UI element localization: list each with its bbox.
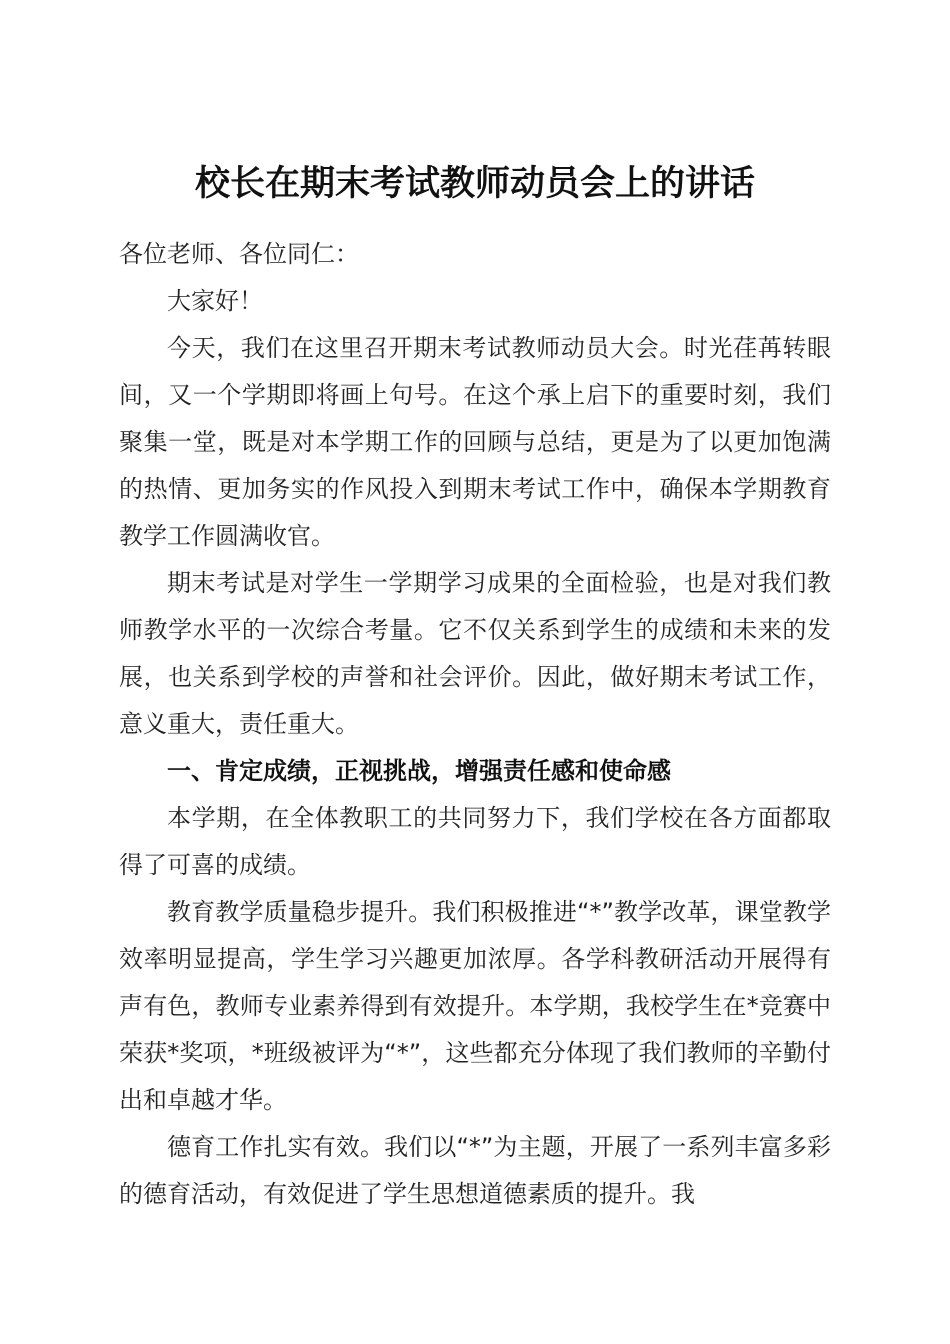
section-heading-1: 一、肯定成绩，正视挑战，增强责任感和使命感 <box>167 757 671 785</box>
paragraph-teaching-quality: 教育教学质量稳步提升。我们积极推进“*”教学改革，课堂教学效率明显提高，学生学习兴趣更加浓厚。各学科教研活动开展得有声有色，教师专业素养得到有效提升。本学期，我校学生在*竞赛中荣获*奖项，*班级被评为“*”，这些都充分体现了我们教师的辛勤付出和卓越才华。 <box>119 898 831 1114</box>
page-title: 校长在期末考试教师动员会上的讲话 <box>194 163 755 205</box>
paragraph-opening: 今天，我们在这里召开期末考试教师动员大会。时光荏苒转眼间，又一个学期即将画上句号。在这个承上启下的重要时刻，我们聚集一堂，既是对本学期工作的回顾与总结，更是为了以更加饱满的热情、更加务实的作风投入到期末考试工作中，确保本学期教育教学工作圆满收官。 <box>119 334 831 550</box>
salutation: 各位老师、各位同仁： <box>119 240 359 268</box>
paragraph-moral-education: 德育工作扎实有效。我们以“*”为主题，开展了一系列丰富多彩的德育活动，有效促进了学生思想道德素质的提升。我 <box>119 1133 831 1208</box>
paragraph-achievements: 本学期，在全体教职工的共同努力下，我们学校在各方面都取得了可喜的成绩。 <box>119 804 831 879</box>
paragraph-significance: 期末考试是对学生一学期学习成果的全面检验，也是对我们教师教学水平的一次综合考量。它不仅关系到学生的成绩和未来的发展，也关系到学校的声誉和社会评价。因此，做好期末考试工作，意义重大，责任重大。 <box>119 569 831 738</box>
document-body <box>119 231 831 1218</box>
greeting: 大家好！ <box>167 287 263 315</box>
